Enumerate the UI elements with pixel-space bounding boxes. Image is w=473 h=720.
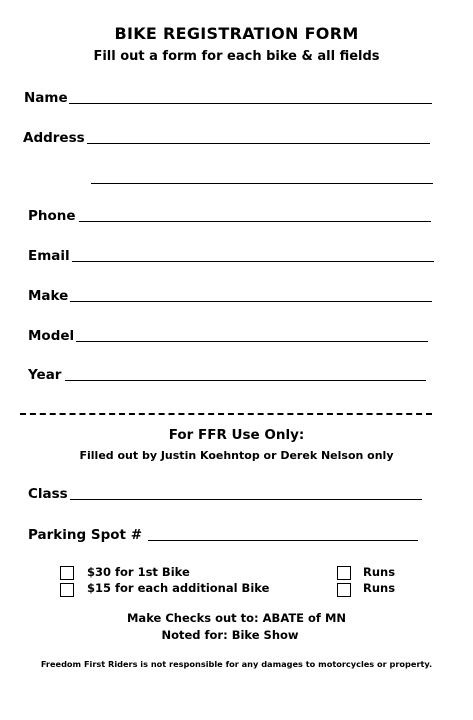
- class-label: Class: [28, 486, 68, 502]
- phone-label: Phone: [28, 208, 76, 224]
- address-label: Address: [23, 130, 85, 146]
- year-label: Year: [28, 367, 62, 383]
- parking-spot-label: Parking Spot #: [28, 527, 143, 543]
- checks-payable-note: Make Checks out to: ABATE of MN: [126, 611, 347, 625]
- name-label: Name: [24, 90, 68, 106]
- model-label: Model: [28, 328, 75, 344]
- make-field[interactable]: [70, 301, 432, 302]
- phone-field[interactable]: [79, 221, 431, 222]
- runs-checkbox-2[interactable]: [337, 583, 351, 597]
- additional-bike-checkbox[interactable]: [60, 583, 74, 597]
- form-subtitle: Fill out a form for each bike & all fields: [93, 49, 380, 64]
- address-field[interactable]: [87, 143, 430, 144]
- first-bike-checkbox[interactable]: [60, 566, 74, 580]
- additional-bike-option: $15 for each additional Bike: [87, 581, 270, 595]
- form-title: BIKE REGISTRATION FORM: [114, 24, 359, 43]
- class-field[interactable]: [70, 499, 422, 500]
- email-label: Email: [28, 248, 70, 264]
- year-field[interactable]: [65, 380, 426, 381]
- email-field[interactable]: [72, 261, 434, 262]
- name-field[interactable]: [69, 103, 432, 104]
- make-label: Make: [28, 288, 69, 304]
- cut-line-divider: [20, 413, 432, 415]
- runs-option-1: Runs: [363, 565, 396, 579]
- address-field-line-2[interactable]: [91, 183, 433, 184]
- parking-spot-field[interactable]: [148, 540, 418, 541]
- ffr-use-title: For FFR Use Only:: [168, 427, 305, 443]
- runs-checkbox-1[interactable]: [337, 566, 351, 580]
- noted-for-note: Noted for: Bike Show: [161, 628, 299, 642]
- runs-option-2: Runs: [363, 581, 396, 595]
- model-field[interactable]: [76, 341, 428, 342]
- first-bike-option: $30 for 1st Bike: [87, 565, 190, 579]
- liability-disclaimer: Freedom First Riders is not responsible for any damages to motorcycles or property.: [40, 659, 433, 669]
- ffr-use-subtitle: Filled out by Justin Koehntop or Derek Nelson only: [79, 449, 394, 462]
